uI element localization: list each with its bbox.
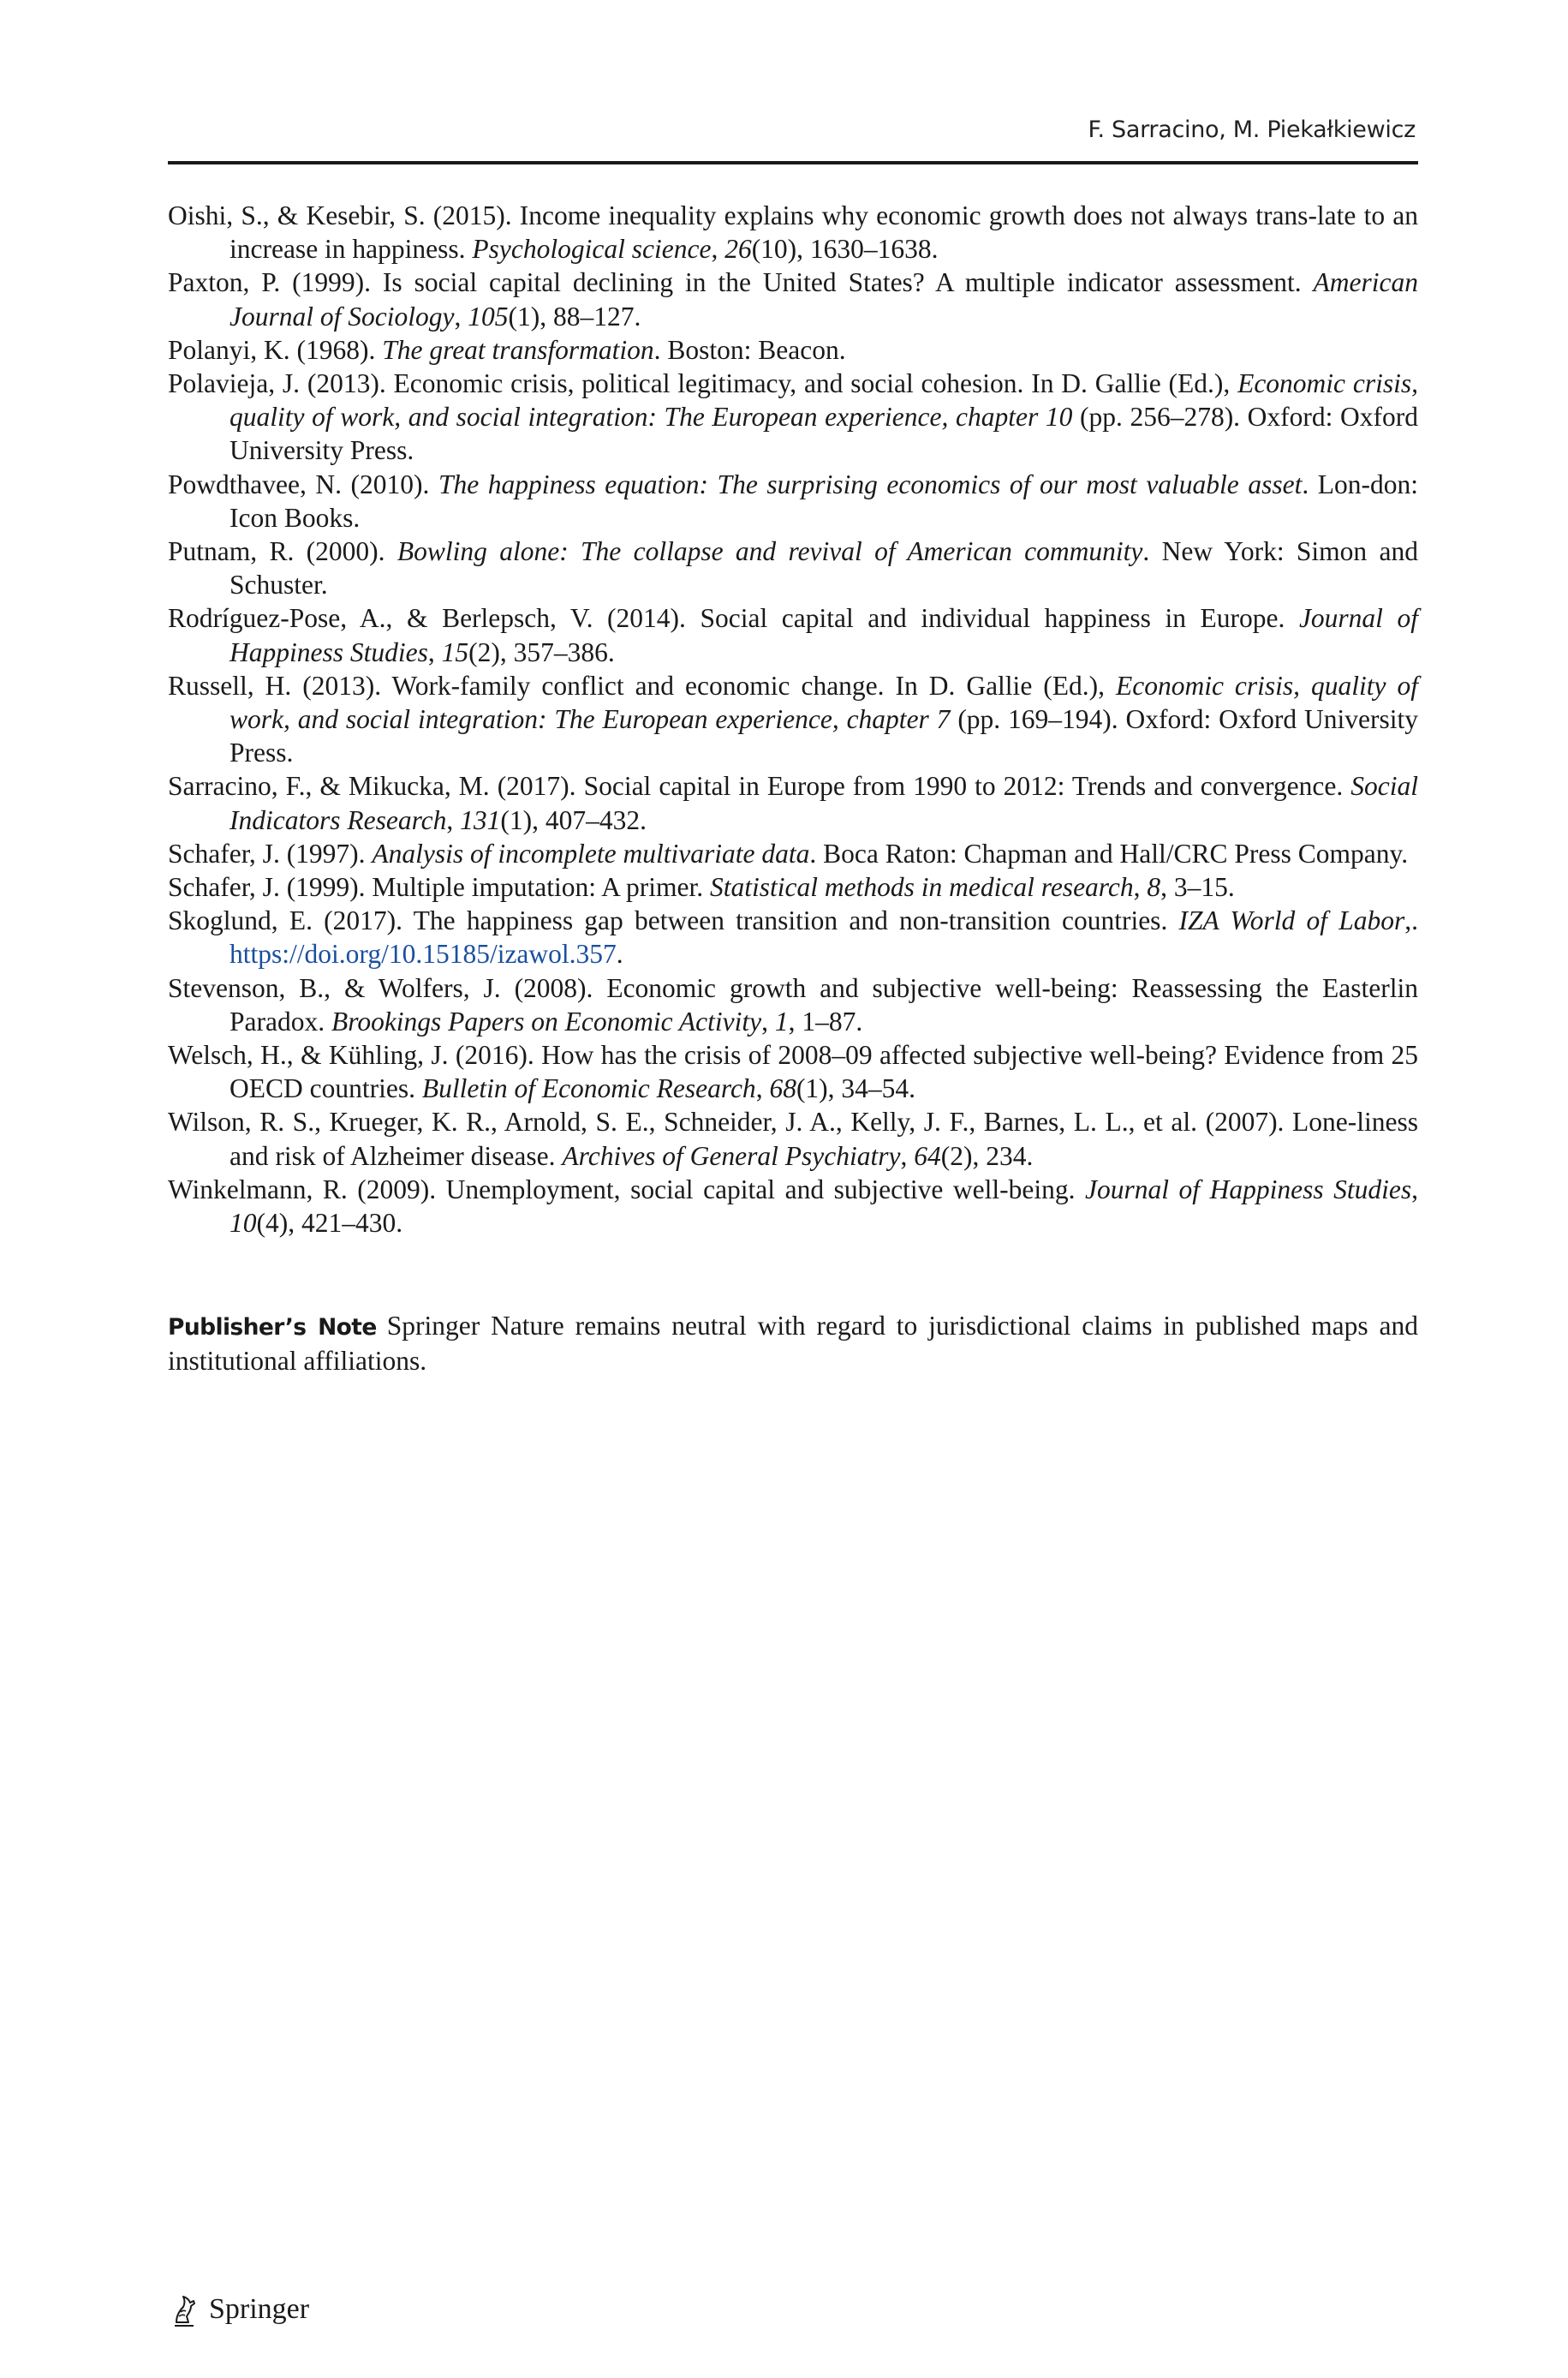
reference-text-segment: Skoglund, E. (2017). The happiness gap between transition and non-transition countries. bbox=[168, 905, 1179, 936]
reference-item bbox=[168, 769, 1418, 836]
reference-italic-segment: 10 bbox=[230, 1208, 257, 1239]
reference-italic-segment: Statistical methods in medical research bbox=[710, 872, 1134, 903]
running-head: F. Sarracino, M. Piekałkiewicz bbox=[1088, 117, 1416, 143]
reference-item bbox=[168, 1105, 1418, 1172]
reference-item bbox=[168, 1173, 1418, 1240]
reference-item bbox=[168, 468, 1418, 535]
reference-item bbox=[168, 1038, 1418, 1105]
reference-italic-segment: 8 bbox=[1147, 872, 1161, 903]
reference-item bbox=[168, 333, 1418, 367]
reference-text-segment: Sarracino, F., & Mikucka, M. (2017). Social capital in Europe from 1990 to 2012: Trends and convergence. bbox=[168, 771, 1351, 802]
reference-text-segment: . New York: Simon and Schuster. bbox=[230, 536, 1418, 600]
reference-item bbox=[168, 367, 1418, 468]
reference-text-segment: , bbox=[900, 1140, 915, 1171]
reference-item bbox=[168, 669, 1418, 770]
reference-italic-segment: 64 bbox=[914, 1140, 941, 1171]
reference-text-segment: Polavieja, J. (2013). Economic crisis, political legitimacy, and social cohesion. In D. Gallie (Ed.), bbox=[168, 368, 1238, 399]
reference-text-segment: , bbox=[446, 804, 461, 835]
reference-item bbox=[168, 535, 1418, 601]
reference-italic-segment: Bowling alone: The collapse and revival of American community bbox=[396, 536, 1143, 567]
springer-horse-icon bbox=[168, 2290, 200, 2329]
reference-text-segment: (1), 407–432. bbox=[500, 804, 647, 835]
reference-text-segment: Welsch, H., & Kühling, J. (2016). How has the crisis of 2008–09 affected subjective well-being? Evidence from 25 OECD countries. bbox=[168, 1040, 1418, 1104]
reference-item bbox=[168, 199, 1418, 266]
reference-text-segment: (pp. 256–278). Oxford: Oxford University Press. bbox=[230, 402, 1419, 466]
reference-text-segment: (10), 1630–1638. bbox=[751, 234, 939, 265]
reference-italic-segment: Archives of General Psychiatry bbox=[562, 1140, 901, 1171]
reference-text-segment: (4), 421–430. bbox=[256, 1208, 403, 1239]
reference-italic-segment: 68 bbox=[769, 1073, 796, 1104]
reference-italic-segment: Analysis of incomplete multivariate data bbox=[372, 838, 810, 869]
reference-item bbox=[168, 837, 1418, 870]
reference-text-segment: Winkelmann, R. (2009). Unemployment, social capital and subjective well-being. bbox=[168, 1174, 1085, 1204]
reference-text-segment: (1), 34–54. bbox=[796, 1073, 916, 1104]
reference-italic-segment: Economic crisis, quality of work, and social integration: The European experience, chapter 10 bbox=[230, 368, 1418, 433]
reference-italic-segment: The great transformation bbox=[382, 334, 654, 365]
reference-italic-segment: IZA World of Labor bbox=[1178, 905, 1405, 936]
reference-text-segment: ,. bbox=[1404, 905, 1418, 936]
reference-italic-segment: Brookings Papers on Economic Activity bbox=[331, 1006, 762, 1037]
reference-text-segment: Russell, H. (2013). Work-family conflict and economic change. In D. Gallie (Ed.), bbox=[168, 670, 1116, 701]
reference-list bbox=[168, 199, 1418, 1240]
reference-text-segment: Powdthavee, N. (2010). bbox=[168, 469, 438, 499]
reference-italic-segment: Economic crisis, quality of work, and social integration: The European experience, chapter 7 bbox=[230, 670, 1419, 735]
reference-item bbox=[168, 904, 1418, 971]
reference-text-segment: Schafer, J. (1997). bbox=[168, 838, 373, 869]
springer-wordmark: Springer bbox=[209, 2293, 310, 2325]
reference-text-segment: . Boston: Beacon. bbox=[653, 334, 846, 365]
reference-text-segment: (1), 88–127. bbox=[508, 301, 641, 332]
reference-italic-segment: Journal of Happiness Studies bbox=[230, 603, 1419, 667]
reference-text-segment: Wilson, R. S., Krueger, K. R., Arnold, S. E., Schneider, J. A., Kelly, J. F., Barnes, L. L., et al. (2007). Lone-liness and risk of Alzheimer disease. bbox=[168, 1107, 1418, 1171]
reference-text-segment: , bbox=[711, 234, 725, 265]
reference-italic-segment: Psychological science bbox=[472, 234, 712, 265]
reference-text-segment: , bbox=[1133, 872, 1148, 903]
header-rule bbox=[168, 161, 1418, 164]
reference-text-segment: Schafer, J. (1999). Multiple imputation: A primer. bbox=[168, 872, 711, 903]
reference-text-segment: Putnam, R. (2000). bbox=[168, 536, 397, 567]
reference-text-segment: (2), 357–386. bbox=[468, 636, 615, 667]
reference-item bbox=[168, 601, 1418, 668]
reference-italic-segment: The happiness equation: The surprising economics of our most valuable asset bbox=[438, 469, 1303, 499]
reference-text-segment: , 3–15. bbox=[1160, 872, 1235, 903]
reference-text-segment: , bbox=[761, 1006, 775, 1037]
reference-item bbox=[168, 266, 1418, 332]
reference-text-segment: Stevenson, B., & Wolfers, J. (2008). Economic growth and subjective well-being: Reassessing the Easterlin Paradox. bbox=[168, 972, 1418, 1037]
reference-text-segment: , bbox=[454, 301, 468, 332]
footer bbox=[168, 2289, 309, 2330]
reference-italic-segment: Social Indicators Research bbox=[230, 771, 1418, 835]
reference-text-segment: , bbox=[1411, 1174, 1418, 1204]
reference-text-segment: , 1–87. bbox=[788, 1006, 863, 1037]
reference-italic-segment: 105 bbox=[468, 301, 509, 332]
reference-italic-segment: 15 bbox=[441, 636, 469, 667]
reference-text-segment: (pp. 169–194). Oxford: Oxford University Press. bbox=[230, 704, 1418, 768]
reference-italic-segment: American Journal of Sociology bbox=[230, 267, 1418, 332]
reference-text-segment: . Lon-don: Icon Books. bbox=[230, 469, 1418, 533]
reference-item bbox=[168, 971, 1418, 1038]
publisher-note-text: Springer Nature remains neutral with regard to jurisdictional claims in published maps and institutional affiliations. bbox=[168, 1311, 1418, 1377]
reference-text-segment: Oishi, S., & Kesebir, S. (2015). Income inequality explains why economic growth does not always trans-late to an increase in happiness. bbox=[168, 200, 1418, 265]
reference-italic-segment: 131 bbox=[460, 804, 501, 835]
publisher-note bbox=[168, 1309, 1418, 1377]
reference-text-segment: , bbox=[427, 636, 442, 667]
doi-link[interactable]: https://doi.org/10.15185/izawol.357 bbox=[230, 939, 617, 970]
reference-text-segment: Rodríguez-Pose, A., & Berlepsch, V. (2014). Social capital and individual happiness in Europe. bbox=[168, 603, 1299, 634]
reference-text-segment: Polanyi, K. (1968). bbox=[168, 334, 383, 365]
reference-italic-segment: 1 bbox=[774, 1006, 789, 1037]
reference-text-segment: (2), 234. bbox=[940, 1140, 1034, 1171]
reference-text-segment: , bbox=[755, 1073, 770, 1104]
publisher-note-label: Publisher’s Note bbox=[168, 1314, 377, 1341]
reference-item bbox=[168, 870, 1418, 904]
reference-text-segment: Paxton, P. (1999). Is social capital declining in the United States? A multiple indicator assessment. bbox=[168, 267, 1314, 298]
reference-italic-segment: Journal of Happiness Studies bbox=[1085, 1174, 1412, 1204]
reference-text-segment: . Boca Raton: Chapman and Hall/CRC Press Company. bbox=[809, 838, 1409, 869]
reference-italic-segment: Bulletin of Economic Research bbox=[421, 1073, 756, 1104]
reference-text-segment: . bbox=[616, 939, 623, 970]
reference-italic-segment: 26 bbox=[724, 234, 752, 265]
